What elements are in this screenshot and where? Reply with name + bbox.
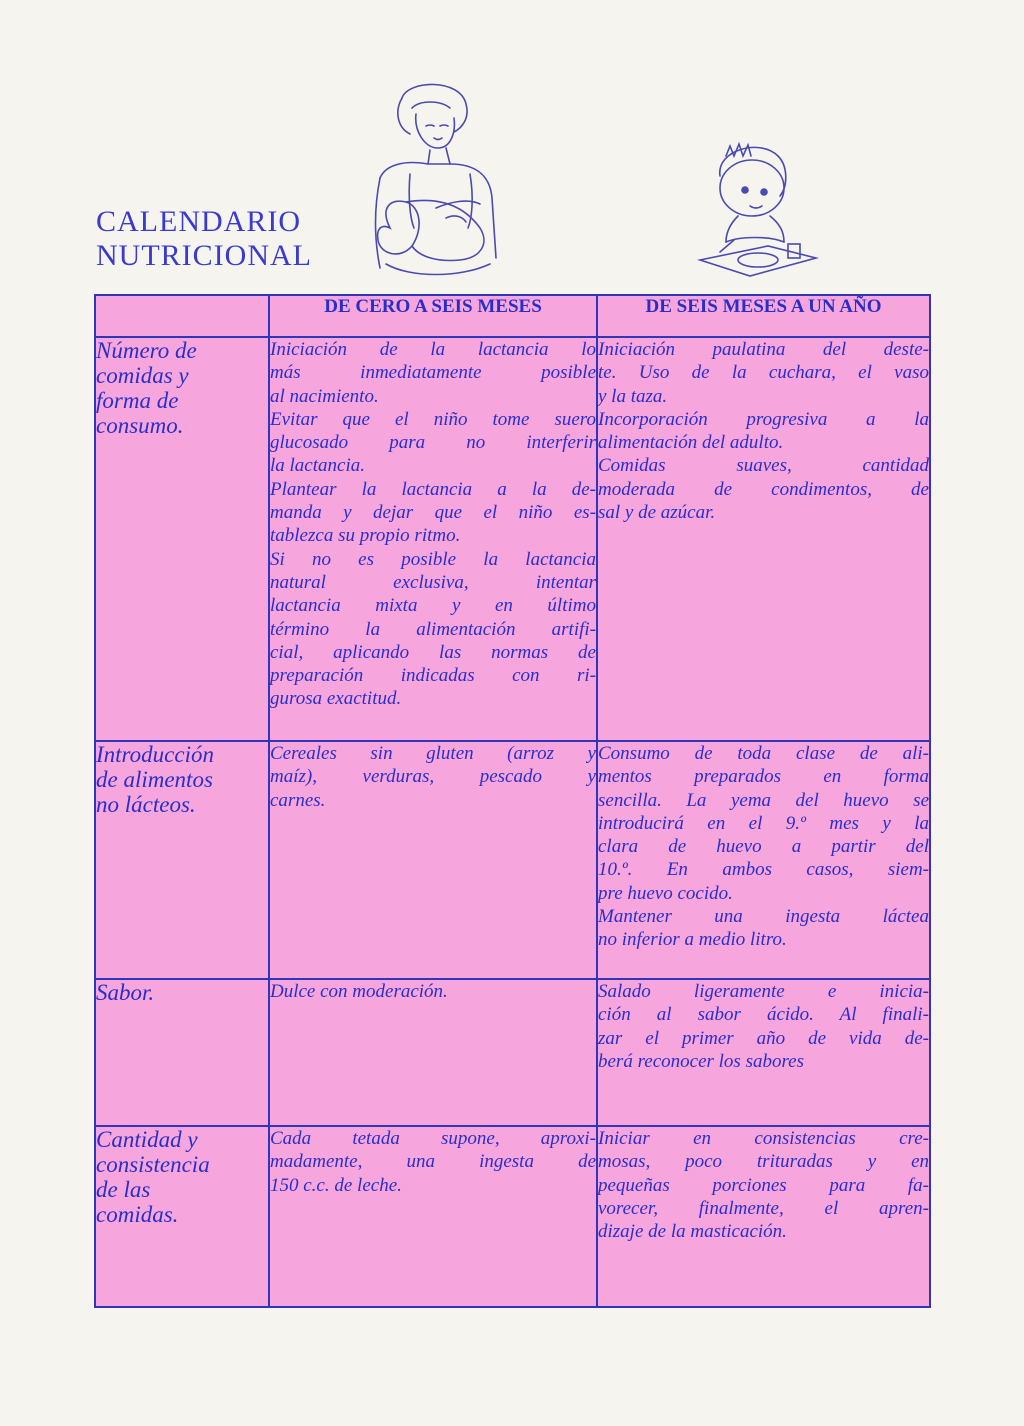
- cell-text-line: tablezca su propio ritmo.: [270, 525, 461, 547]
- row-label-line: Número de: [96, 338, 197, 363]
- cell-text-line: y la taza.: [598, 385, 668, 407]
- cell-text-line: vorecer, finalmente, el apren-: [598, 1197, 929, 1219]
- cell-text-line: alimentación del adulto.: [598, 432, 784, 454]
- cell-text-line: lactancia mixta y en último: [270, 595, 596, 617]
- cell-text-line: Iniciar en consistencias cre-: [598, 1128, 929, 1149]
- cell-text-line: clara de huevo a partir del: [598, 836, 929, 858]
- cell-text-line: Cada tetada supone, aproxi-: [270, 1128, 596, 1149]
- cell-text-line: sal y de azúcar.: [598, 502, 716, 524]
- cell-text-line: 150 c.c. de leche.: [270, 1174, 402, 1196]
- table-row: [95, 1126, 930, 1307]
- table-row: [95, 337, 930, 741]
- cell-text-line: glucosado para no interferir: [270, 432, 596, 454]
- cell-text-line: Dulce con moderación.: [270, 981, 448, 1002]
- cell-text-line: berá reconocer los sabores: [598, 1050, 804, 1072]
- header-zero-to-six-months: DE CERO A SEIS MESES: [269, 295, 597, 337]
- cell-text-line: Si no es posible la lactancia: [270, 548, 596, 570]
- mother-breastfeeding-illustration: [350, 78, 520, 288]
- title-line-1: CALENDARIO: [96, 205, 301, 238]
- row-label-line: Introducción: [96, 742, 214, 767]
- cell-text-line: pre huevo cocido.: [598, 882, 733, 904]
- table-header-row: [95, 295, 930, 337]
- row-label-line: de alimentos: [96, 767, 213, 792]
- header-six-months-to-one-year: DE SEIS MESES A UN AÑO: [597, 295, 930, 337]
- cell-quantity-0-6-months: [269, 1126, 597, 1307]
- cell-text-line: preparación indicadas con ri-: [270, 665, 596, 687]
- row-label-line: de las: [96, 1177, 151, 1202]
- row-label-line: comidas.: [96, 1202, 179, 1227]
- cell-text-line: moderada de condimentos, de: [598, 478, 929, 500]
- cell-text-line: natural exclusiva, intentar: [270, 571, 596, 593]
- row-label-line: consumo.: [96, 413, 184, 438]
- cell-text-line: mentos preparados en forma: [598, 766, 929, 788]
- cell-text-line: Iniciación paulatina del deste-: [598, 339, 929, 360]
- cell-text-line: ción al sabor ácido. Al finali-: [598, 1004, 929, 1026]
- cell-text-line: maíz), verduras, pescado y: [270, 766, 596, 788]
- row-label-taste: [95, 979, 269, 1126]
- cell-text-line: madamente, una ingesta de: [270, 1151, 596, 1173]
- row-label-line: Sabor.: [96, 980, 155, 1005]
- header-empty-cell: [95, 295, 269, 337]
- page-title: [96, 205, 312, 273]
- cell-text-line: zar el primer año de vida de-: [598, 1027, 929, 1049]
- row-label-meals: [95, 337, 269, 741]
- cell-text-line: Consumo de toda clase de ali-: [598, 743, 929, 764]
- cell-text-line: introducirá en el 9.º mes y la: [598, 812, 929, 834]
- cell-taste-0-6-months: [269, 979, 597, 1126]
- cell-text-line: dizaje de la masticación.: [598, 1221, 787, 1243]
- row-label-non-dairy-foods: [95, 741, 269, 979]
- cell-text-line: Cereales sin gluten (arroz y: [270, 743, 596, 764]
- cell-non-dairy-0-6-months: [269, 741, 597, 979]
- row-label-quantity-consistency: [95, 1126, 269, 1307]
- cell-text-line: cial, aplicando las normas de: [270, 641, 596, 663]
- child-eating-illustration: [690, 130, 820, 280]
- cell-text-line: Incorporación progresiva a la: [598, 408, 929, 430]
- cell-text-line: sencilla. La yema del huevo se: [598, 789, 929, 811]
- cell-text-line: mosas, poco trituradas y en: [598, 1151, 929, 1173]
- cell-text-line: manda y dejar que el niño es-: [270, 502, 596, 524]
- row-label-line: Cantidad y: [96, 1127, 198, 1152]
- cell-text-line: 10.º. En ambos casos, siem-: [598, 859, 929, 881]
- cell-text-line: al nacimiento.: [270, 385, 379, 407]
- row-label-line: consistencia: [96, 1152, 210, 1177]
- row-label-line: no lácteos.: [96, 792, 196, 817]
- cell-taste-6-12-months: [597, 979, 930, 1126]
- cell-text-line: Mantener una ingesta láctea: [598, 906, 929, 928]
- cell-quantity-6-12-months: [597, 1126, 930, 1307]
- cell-text-line: te. Uso de la cuchara, el vaso: [598, 362, 929, 384]
- cell-text-line: Comidas suaves, cantidad: [598, 455, 929, 477]
- table-row: [95, 979, 930, 1126]
- cell-text-line: carnes.: [270, 789, 326, 811]
- cell-non-dairy-6-12-months: [597, 741, 930, 979]
- title-line-2: NUTRICIONAL: [96, 239, 312, 272]
- table-row: [95, 741, 930, 979]
- row-label-line: comidas y: [96, 363, 189, 388]
- row-label-line: forma de: [96, 388, 179, 413]
- cell-text-line: no inferior a medio litro.: [598, 929, 787, 951]
- cell-text-line: Iniciación de la lactancia lo: [270, 339, 596, 360]
- cell-text-line: pequeñas porciones para fa-: [598, 1174, 929, 1196]
- cell-text-line: Evitar que el niño tome suero: [270, 408, 596, 430]
- cell-text-line: más inmediatamente posible: [270, 362, 596, 384]
- cell-meals-6-12-months: [597, 337, 930, 741]
- nutrition-calendar-table: [94, 294, 931, 1308]
- cell-text-line: término la alimentación artifi-: [270, 618, 596, 640]
- cell-text-line: la lactancia.: [270, 455, 365, 477]
- cell-text-line: gurosa exactitud.: [270, 688, 402, 710]
- cell-text-line: Salado ligeramente e inicia-: [598, 981, 929, 1002]
- cell-meals-0-6-months: [269, 337, 597, 741]
- cell-text-line: Plantear la lactancia a la de-: [270, 478, 596, 500]
